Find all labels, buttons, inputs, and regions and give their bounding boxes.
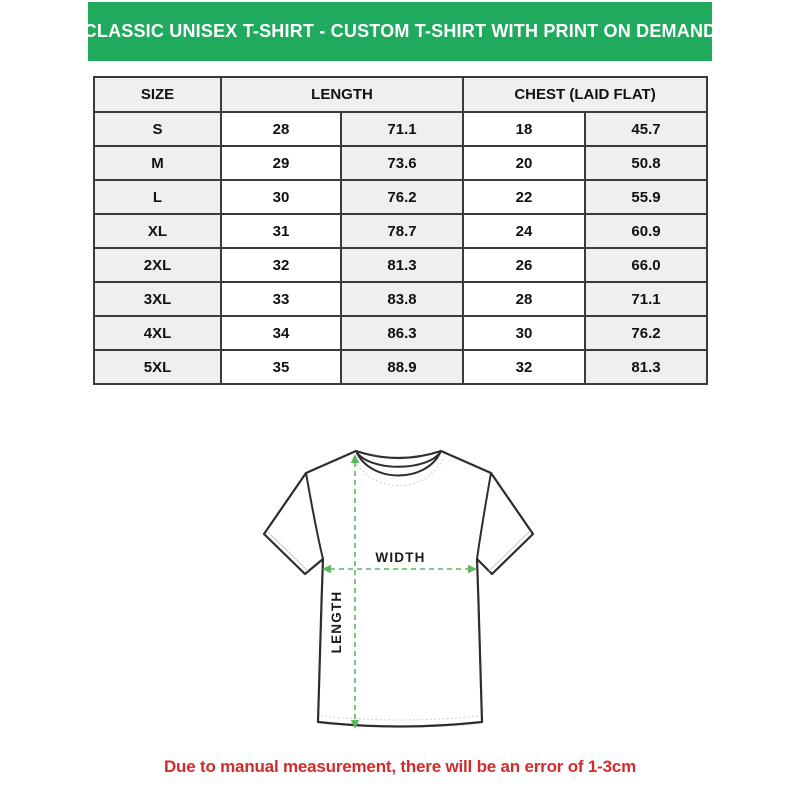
chest-cm-cell: 45.7 bbox=[585, 112, 707, 146]
size-cell: XL bbox=[94, 214, 221, 248]
table-row bbox=[94, 316, 707, 350]
tshirt-diagram bbox=[250, 435, 550, 745]
chest-cm-cell: 76.2 bbox=[585, 316, 707, 350]
chest-in-cell: 26 bbox=[463, 248, 585, 282]
size-cell: 5XL bbox=[94, 350, 221, 384]
size-cell: L bbox=[94, 180, 221, 214]
length-cm-cell: 71.1 bbox=[341, 112, 463, 146]
length-in-cell: 29 bbox=[221, 146, 341, 180]
length-label: LENGTH bbox=[329, 590, 344, 654]
size-cell: 2XL bbox=[94, 248, 221, 282]
chest-cm-cell: 81.3 bbox=[585, 350, 707, 384]
table-row bbox=[94, 112, 707, 146]
table-row bbox=[94, 180, 707, 214]
col-header-length: LENGTH bbox=[221, 77, 463, 112]
size-cell: 4XL bbox=[94, 316, 221, 350]
chest-cm-cell: 50.8 bbox=[585, 146, 707, 180]
size-table-body bbox=[94, 112, 707, 384]
length-cm-cell: 78.7 bbox=[341, 214, 463, 248]
measurement-note: Due to manual measurement, there will be an error of 1-3cm bbox=[163, 757, 637, 776]
length-in-cell: 35 bbox=[221, 350, 341, 384]
size-cell: 3XL bbox=[94, 282, 221, 316]
size-cell: S bbox=[94, 112, 221, 146]
table-row bbox=[94, 248, 707, 282]
chest-in-cell: 30 bbox=[463, 316, 585, 350]
table-row bbox=[94, 282, 707, 316]
chest-in-cell: 28 bbox=[463, 282, 585, 316]
chest-in-cell: 18 bbox=[463, 112, 585, 146]
size-chart-table bbox=[93, 76, 708, 385]
length-cm-cell: 88.9 bbox=[341, 350, 463, 384]
table-row bbox=[94, 350, 707, 384]
chest-in-cell: 32 bbox=[463, 350, 585, 384]
length-cm-cell: 83.8 bbox=[341, 282, 463, 316]
chest-in-cell: 24 bbox=[463, 214, 585, 248]
title-banner bbox=[83, 2, 717, 61]
table-row bbox=[94, 214, 707, 248]
chest-cm-cell: 60.9 bbox=[585, 214, 707, 248]
length-cm-cell: 81.3 bbox=[341, 248, 463, 282]
length-cm-cell: 73.6 bbox=[341, 146, 463, 180]
length-in-cell: 31 bbox=[221, 214, 341, 248]
chest-in-cell: 22 bbox=[463, 180, 585, 214]
length-in-cell: 33 bbox=[221, 282, 341, 316]
col-header-size: SIZE bbox=[94, 77, 221, 112]
size-cell: M bbox=[94, 146, 221, 180]
length-in-cell: 32 bbox=[221, 248, 341, 282]
page-title: CLASSIC UNISEX T-SHIRT - CUSTOM T-SHIRT WITH PRINT ON DEMAND bbox=[83, 21, 717, 41]
col-header-chest: CHEST (LAID FLAT) bbox=[463, 77, 707, 112]
chest-in-cell: 20 bbox=[463, 146, 585, 180]
tshirt-outline bbox=[264, 451, 533, 727]
chest-cm-cell: 71.1 bbox=[585, 282, 707, 316]
length-in-cell: 30 bbox=[221, 180, 341, 214]
table-header-row bbox=[94, 77, 707, 112]
table-row bbox=[94, 146, 707, 180]
chest-cm-cell: 66.0 bbox=[585, 248, 707, 282]
length-cm-cell: 86.3 bbox=[341, 316, 463, 350]
width-label: WIDTH bbox=[375, 550, 426, 565]
chest-cm-cell: 55.9 bbox=[585, 180, 707, 214]
length-cm-cell: 76.2 bbox=[341, 180, 463, 214]
length-in-cell: 34 bbox=[221, 316, 341, 350]
length-in-cell: 28 bbox=[221, 112, 341, 146]
